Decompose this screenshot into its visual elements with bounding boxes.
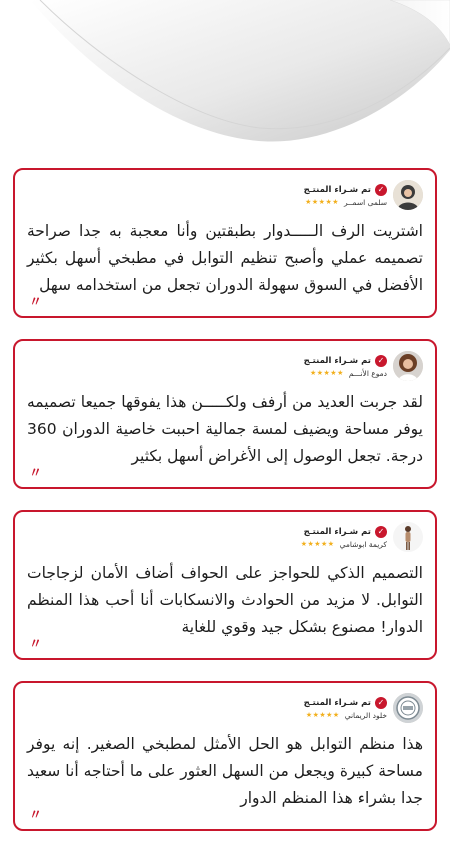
review-header [27, 349, 423, 383]
verified-purchase-label: تم شـراء المنتـج [303, 697, 371, 708]
review-card [13, 681, 437, 831]
quote-marks-icon: 〃 [29, 466, 41, 481]
quote-marks-icon: 〃 [29, 637, 41, 652]
review-header [27, 691, 423, 725]
star-rating: ★★★★★ [309, 369, 344, 377]
check-circle-icon: ✓ [375, 355, 387, 367]
review-header [27, 178, 423, 212]
check-circle-icon: ✓ [375, 697, 387, 709]
reviewer-name: خلود الريماني [344, 710, 387, 720]
review-text: التصميم الذكي للحواجز على الحواف أضاف الأمان لزجاجات التوابل. لا مزيد من الحوادث والانسكابات أنا أحب هذا المنظم الدوار! مصنوع بشكل جيد وقوي للغاية [27, 564, 423, 636]
review-text: لقد جربت العديد من أرفف ولكـــــن هذا يفوقها جميعا تصميمه يوفر مساحة ويضيف لمسة جمالية احببت خاصية الدوران 360 درجة. تجعل الوصول إلى الأغراض أسهل بكثير [27, 393, 423, 465]
star-rating: ★★★★★ [305, 711, 340, 719]
verified-purchase-label: تم شـراء المنتـج [303, 526, 371, 537]
review-header [27, 520, 423, 554]
review-text: هذا منظم التوابل هو الحل الأمثل لمطبخي الصغير. إنه يوفر مساحة كبيرة ويجعل من السهل العثور على ما أحتاجه أنا سعيد جدا بشراء هذا المنظم الدوار [27, 735, 423, 807]
review-card [13, 510, 437, 660]
quote-marks-icon: 〃 [29, 295, 41, 310]
reviewer-name: سلمى اسمــر [344, 197, 387, 207]
woman-hijab-avatar-icon [393, 180, 423, 210]
check-circle-icon: ✓ [375, 184, 387, 196]
check-circle-icon: ✓ [375, 526, 387, 538]
verified-purchase-label: تم شـراء المنتـج [303, 184, 371, 195]
woman-curly-avatar-icon [393, 351, 423, 381]
reviewer-name: دموع الأنـــم [348, 368, 387, 378]
page-curl-decoration [0, 0, 450, 160]
verified-purchase-label: تم شـراء المنتـج [303, 355, 371, 366]
woman-standing-avatar-icon [393, 522, 423, 552]
avatar [393, 693, 423, 723]
quote-marks-icon: 〃 [29, 808, 41, 823]
avatar [393, 180, 423, 210]
review-text: اشتريت الرف الـــــدوار بطبقتين وأنا معجبة به جدا صراحة تصميمه عملي وأصبح تنظيم التوابل في مطبخي أسهل بكثير الأفضل في السوق سهولة الدوران تجعل من استخدامه سهل [27, 222, 423, 294]
review-card [13, 168, 437, 318]
avatar [393, 351, 423, 381]
stamp-avatar-icon [393, 693, 423, 723]
star-rating: ★★★★★ [300, 540, 335, 548]
avatar [393, 522, 423, 552]
reviewer-name: كريمة ابوشامي [339, 539, 387, 549]
star-rating: ★★★★★ [305, 198, 340, 206]
review-card [13, 339, 437, 489]
